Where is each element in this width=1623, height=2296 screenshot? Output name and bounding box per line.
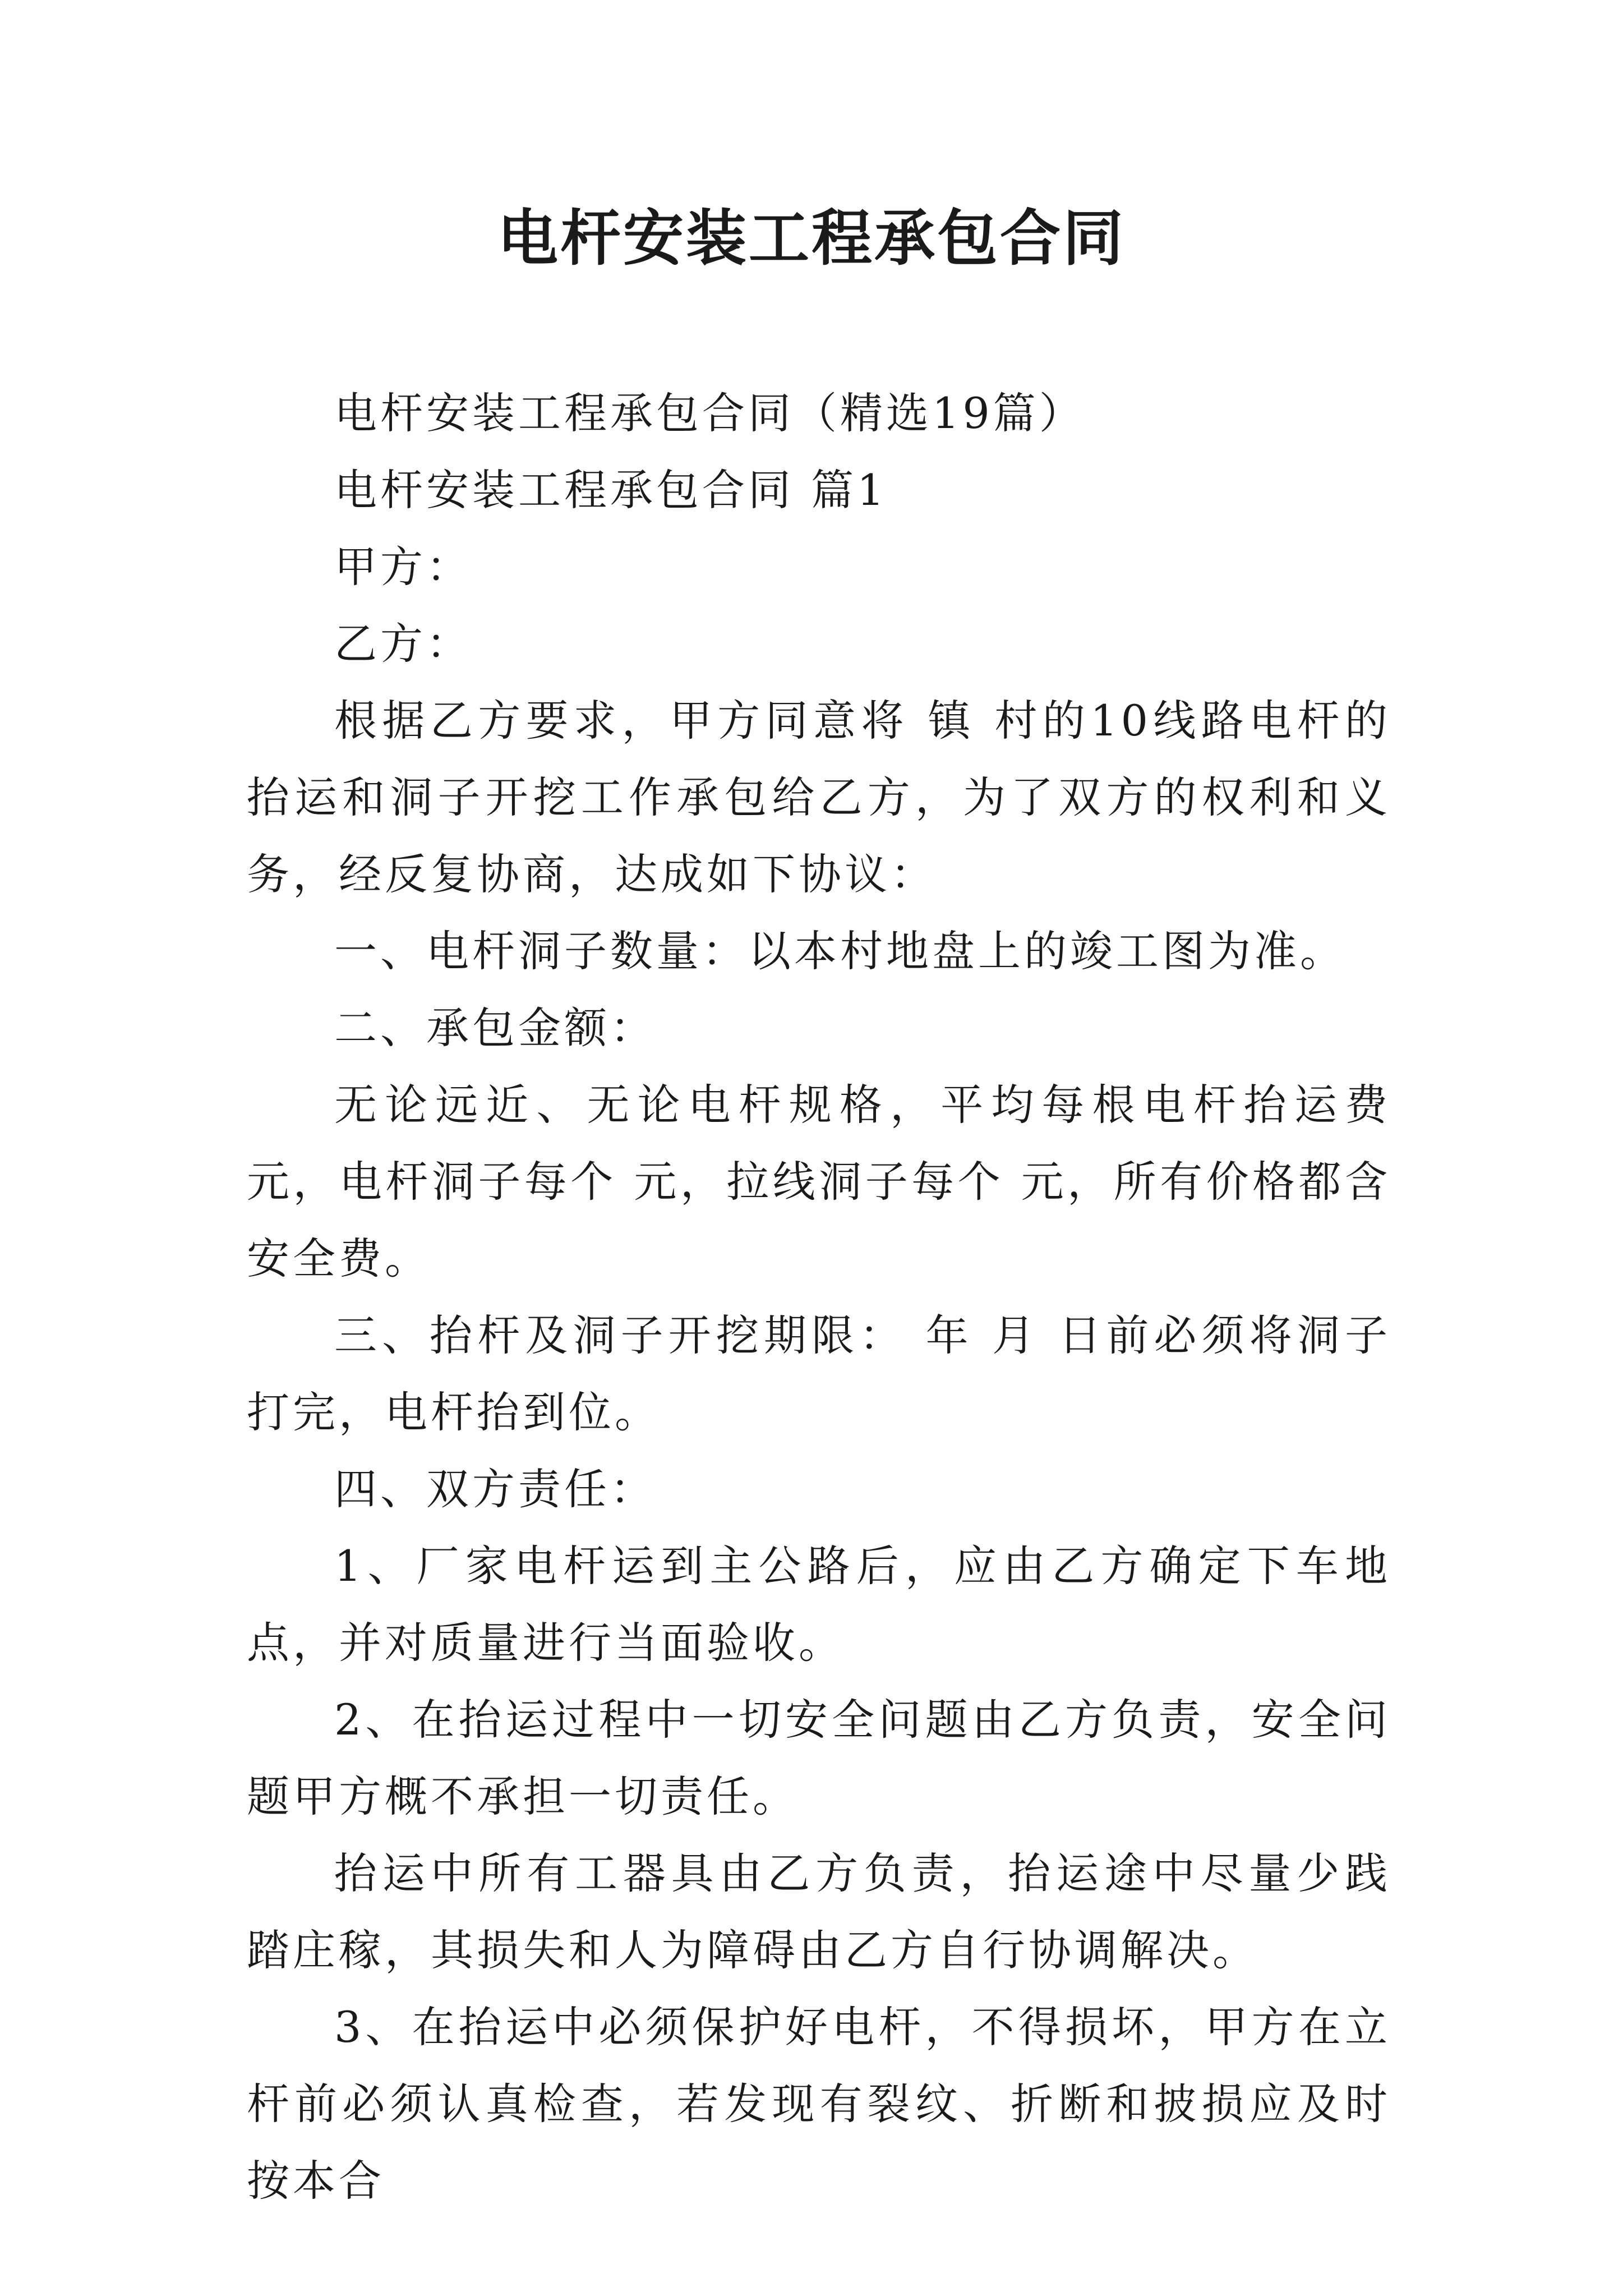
body-paragraph: 根据乙方要求，甲方同意将 镇 村的10线路电杆的抬运和洞子开挖工作承包给乙方，为了双方的权利和义务，经反复协商，达成如下协议：	[247, 696, 1391, 899]
body-paragraph: 3、在抬运中必须保护好电杆，不得损坏，甲方在立杆前必须认真检查，若发现有裂纹、折断和披损应及时按本合	[247, 2002, 1391, 2206]
body-paragraph: 四、双方责任：	[334, 1464, 656, 1514]
document-body	[247, 375, 1391, 2219]
subtitle-paragraph: 电杆安装工程承包合同（精选19篇）	[334, 388, 1085, 438]
body-paragraph: 1、厂家电杆运到主公路后，应由乙方确定下车地点，并对质量进行当面验收。	[247, 1541, 1391, 1668]
party-a-line: 甲方：	[334, 542, 472, 592]
body-paragraph: 一、电杆洞子数量：以本村地盘上的竣工图为准。	[334, 926, 1346, 976]
section-heading: 电杆安装工程承包合同 篇1	[334, 465, 888, 515]
party-b-line: 乙方：	[334, 619, 472, 669]
body-paragraph: 2、在抬运过程中一切安全问题由乙方负责，安全问题甲方概不承担一切责任。	[247, 1695, 1391, 1821]
body-paragraph: 二、承包金额：	[334, 1003, 656, 1053]
body-paragraph: 抬运中所有工器具由乙方负责，抬运途中尽量少践踏庄稼，其损失和人为障碍由乙方自行协调解决。	[247, 1848, 1391, 1975]
body-paragraph: 无论远近、无论电杆规格，平均每根电杆抬运费 元，电杆洞子每个 元，拉线洞子每个 元，所有价格都含安全费。	[247, 1080, 1391, 1283]
body-paragraph: 三、抬杆及洞子开挖期限： 年 月 日前必须将洞子打完，电杆抬到位。	[247, 1310, 1391, 1437]
document-title: 电杆安装工程承包合同	[497, 203, 1126, 274]
